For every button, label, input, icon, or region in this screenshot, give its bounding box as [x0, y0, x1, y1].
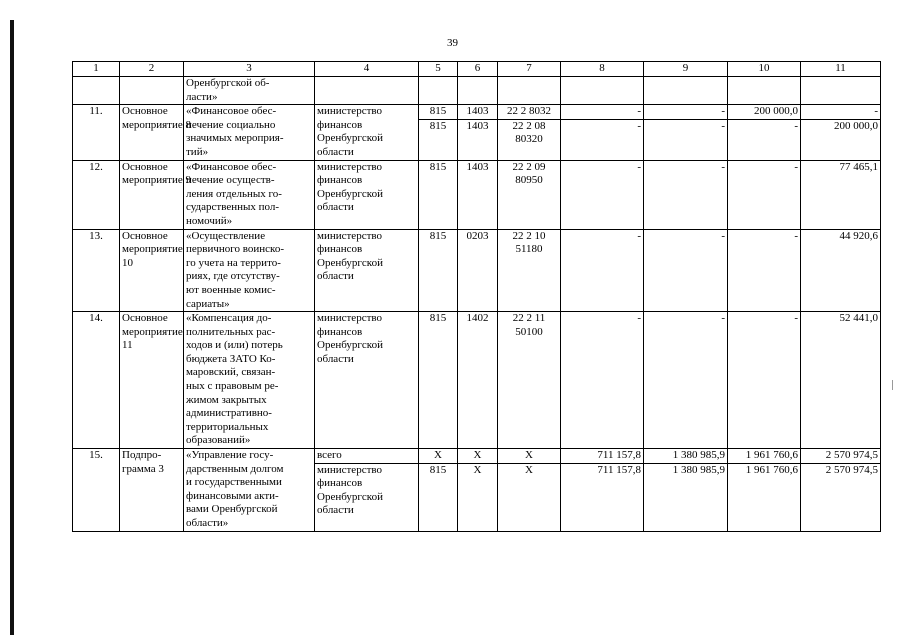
cell-c5: 815 [419, 312, 458, 449]
row-number: 14. [73, 312, 120, 449]
continuation-row [73, 77, 881, 105]
row-number: 12. [73, 160, 120, 229]
measure-name: Основное мероприятие 8 [120, 105, 184, 160]
table-row [73, 105, 881, 160]
executor: министерство финансов Оренбургской области [315, 105, 419, 160]
measure-title: «Управление госу- дарственным долгом и государственными финансовыми акти- вами Оренбургской области» [184, 449, 315, 532]
measure-title: «Компенсация до- полнительных рас- ходов и (или) потерь бюджета ЗАТО Ко- маровский, связан- ных с правовым ре- жимом закрытых административно- территориальных образований» [184, 312, 315, 449]
table-row [73, 449, 881, 532]
measure-title: «Финансовое обес- печение осуществ- ления отдельных го- сударственных пол- номочий» [184, 160, 315, 229]
cell-c10: 1 961 760,6 1 961 760,6 [728, 449, 801, 532]
cell-c8: - - [561, 105, 644, 160]
executor: министерство финансов Оренбургской области [315, 312, 419, 449]
cell-c5: Х 815 [419, 449, 458, 532]
cell-c7: 22 2 8032 22 2 08 80320 [498, 105, 561, 160]
header-cell: 5 [419, 62, 458, 77]
cell-c8: - [561, 160, 644, 229]
header-cell: 4 [315, 62, 419, 77]
cell-c6: 1403 1403 [458, 105, 498, 160]
cell-c6: 1403 [458, 160, 498, 229]
cell-c10: - [728, 160, 801, 229]
cell-c10: 200 000,0 - [728, 105, 801, 160]
measure-title: «Финансовое обес- печение социально значимых мероприя- тий» [184, 105, 315, 160]
executor: всего министерство финансов Оренбургской области [315, 449, 419, 532]
cell-c5: 815 [419, 229, 458, 312]
cell-c8: 711 157,8 711 157,8 [561, 449, 644, 532]
header-cell: 6 [458, 62, 498, 77]
cell-c7: 22 2 09 80950 [498, 160, 561, 229]
measure-name: Основное мероприятие 10 [120, 229, 184, 312]
cell-c11: 77 465,1 [801, 160, 881, 229]
cell-c5: 815 [419, 160, 458, 229]
continuation-text: Оренбургской об- ласти» [184, 77, 315, 105]
cell-c9: - [644, 229, 728, 312]
header-cell: 2 [120, 62, 184, 77]
cell-c7: Х Х [498, 449, 561, 532]
header-cell: 10 [728, 62, 801, 77]
cell-c9: - - [644, 105, 728, 160]
cell-c5: 815 815 [419, 105, 458, 160]
header-cell: 9 [644, 62, 728, 77]
table-row [73, 312, 881, 449]
cell-c7: 22 2 11 50100 [498, 312, 561, 449]
row-number: 13. [73, 229, 120, 312]
cell-c9: 1 380 985,9 1 380 985,9 [644, 449, 728, 532]
executor: министерство финансов Оренбургской области [315, 160, 419, 229]
binder-edge [10, 20, 14, 635]
scan-mark [892, 380, 893, 390]
cell-c7: 22 2 10 51180 [498, 229, 561, 312]
cell-c8: - [561, 312, 644, 449]
cell-c8: - [561, 229, 644, 312]
header-cell: 11 [801, 62, 881, 77]
cell-c6: 1402 [458, 312, 498, 449]
measure-name: Основное мероприятие 11 [120, 312, 184, 449]
cell-c9: - [644, 160, 728, 229]
header-cell: 7 [498, 62, 561, 77]
cell-c11: 2 570 974,5 2 570 974,5 [801, 449, 881, 532]
row-number: 15. [73, 449, 120, 532]
cell-c11: 52 441,0 [801, 312, 881, 449]
measure-name: Подпро- грамма 3 [120, 449, 184, 532]
cell-c6: 0203 [458, 229, 498, 312]
executor: министерство финансов Оренбургской области [315, 229, 419, 312]
cell-c6: Х Х [458, 449, 498, 532]
cell-c11: 44 920,6 [801, 229, 881, 312]
header-cell: 8 [561, 62, 644, 77]
header-row [73, 62, 881, 77]
row-number: 11. [73, 105, 120, 160]
cell-c10: - [728, 312, 801, 449]
table-row [73, 160, 881, 229]
cell-c11: - 200 000,0 [801, 105, 881, 160]
measure-name: Основное мероприятие 9 [120, 160, 184, 229]
table-row [73, 229, 881, 312]
budget-table [72, 61, 881, 532]
measure-title: «Осуществление первичного воинско- го учета на террито- риях, где отсутству- ют военные комис- сариаты» [184, 229, 315, 312]
cell-c10: - [728, 229, 801, 312]
header-cell: 3 [184, 62, 315, 77]
page-number: 39 [447, 37, 458, 49]
header-cell: 1 [73, 62, 120, 77]
cell-c9: - [644, 312, 728, 449]
